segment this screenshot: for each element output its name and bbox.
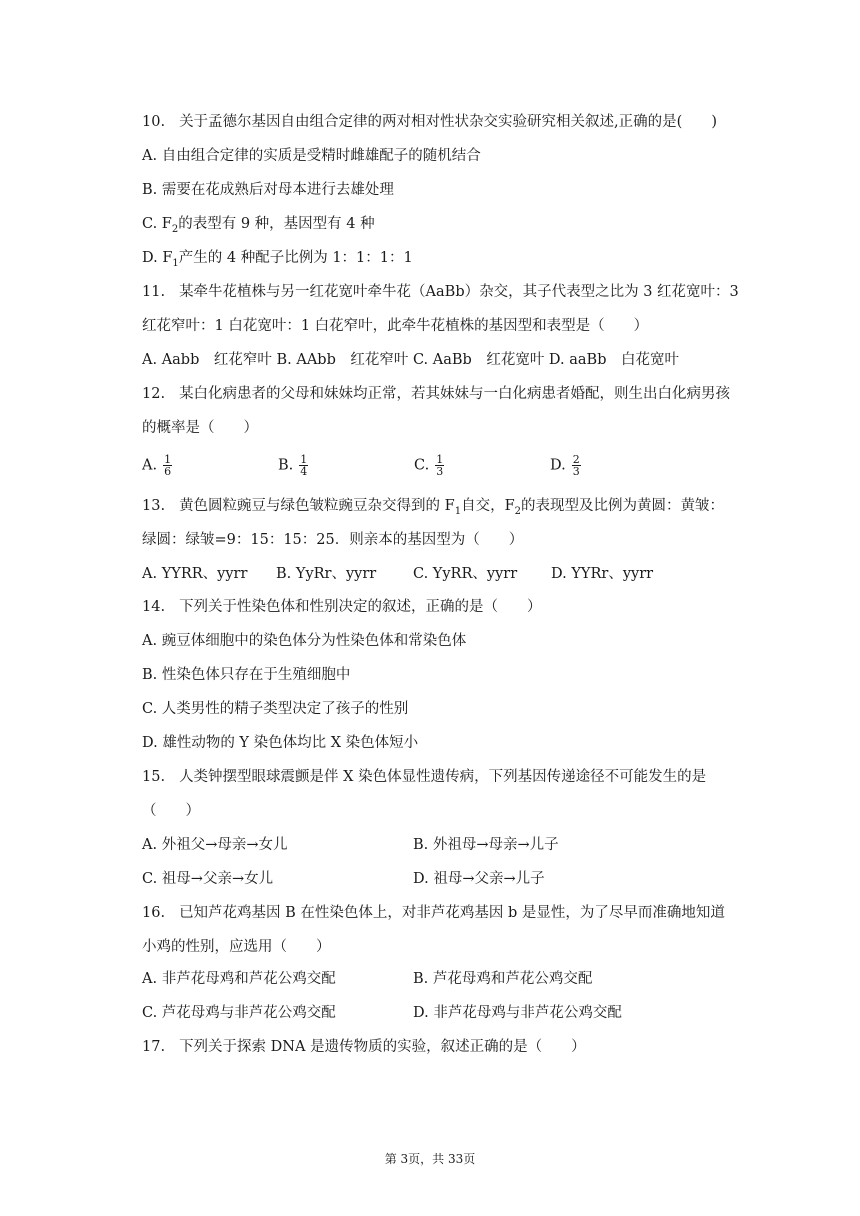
question-12-option-a: A. $\frac{1}{6}$ <box>142 453 172 478</box>
question-15-stem: 15. 人类钟摆型眼球震颤是伴 X 染色体显性遗传病，下列基因传递途径不可能发生的是 <box>142 769 707 785</box>
question-15-option-d: D. 祖母→父亲→儿子 <box>413 871 545 887</box>
question-10-option-d: D. $F_1$产生的 4 种配子比例为 1：1：1：1 <box>142 250 413 269</box>
question-12-option-c: C. $\frac{1}{3}$ <box>414 453 444 478</box>
question-10-stem: 10. 关于孟德尔基因自由组合定律的两对相对性状杂交实验研究相关叙述,正确的是( ) <box>142 114 717 130</box>
question-number: 12. <box>142 386 166 402</box>
question-number: 17. <box>142 1039 166 1055</box>
question-15-option-a: A. 外祖父→母亲→女儿 <box>142 837 288 853</box>
question-16-option-c: C. 芦花母鸡与非芦花公鸡交配 <box>142 1005 336 1021</box>
question-13-option-a: A. YYRR、yyrr <box>142 566 248 582</box>
question-14-option-c: C. 人类男性的精子类型决定了孩子的性别 <box>142 701 409 717</box>
question-16-option-b: B. 芦花母鸡和芦花公鸡交配 <box>413 971 593 987</box>
question-14-option-b: B. 性染色体只存在于生殖细胞中 <box>142 667 351 683</box>
question-number: 16. <box>142 905 166 921</box>
question-15-option-c: C. 祖母→父亲→女儿 <box>142 871 274 887</box>
question-13-stem-cont: 绿圆：绿皱=9：15：15：25．则亲本的基因型为（ ） <box>142 532 524 548</box>
question-14-option-d: D. 雄性动物的 Y 染色体均比 X 染色体短小 <box>142 735 419 751</box>
question-11-stem-cont: 红花窄叶：1 白花宽叶：1 白花窄叶，此牵牛花植株的基因型和表型是（ ） <box>142 318 649 334</box>
question-number: 10. <box>142 114 166 130</box>
fraction: $\frac{1}{4}$ <box>300 453 308 478</box>
fraction: $\frac{2}{3}$ <box>572 453 580 478</box>
fraction: $\frac{1}{3}$ <box>436 453 444 478</box>
question-14-option-a: A. 豌豆体细胞中的染色体分为性染色体和常染色体 <box>142 633 467 649</box>
question-number: 14. <box>142 599 166 615</box>
question-10-option-c: C. $F_2$的表型有 9 种，基因型有 4 种 <box>142 216 375 235</box>
question-11-options: A. Aabb 红花窄叶 B. AAbb 红花窄叶 C. AaBb 红花宽叶 D. aaBb 白花宽叶 <box>142 352 679 368</box>
question-16-option-a: A. 非芦花母鸡和芦花公鸡交配 <box>142 971 336 987</box>
question-10-option-b: B. 需要在花成熟后对母本进行去雄处理 <box>142 182 394 198</box>
question-13-option-b: B. YyRr、yyrr <box>276 566 377 582</box>
question-number: 11. <box>142 284 166 300</box>
question-16-stem: 16. 已知芦花鸡基因 B 在性染色体上，对非芦花鸡基因 b 是显性，为了尽早而准确地知道 <box>142 905 725 921</box>
page-footer: 第 3页，共 33页 <box>384 1152 476 1166</box>
question-14-stem: 14. 下列关于性染色体和性别决定的叙述，正确的是（ ） <box>142 599 542 615</box>
question-13-option-d: D. YYRr、yyrr <box>551 566 654 582</box>
question-13-option-c: C. YyRR、yyrr <box>413 566 518 582</box>
question-number: 13. <box>142 498 166 514</box>
question-number: 15. <box>142 769 166 785</box>
fraction: $\frac{1}{6}$ <box>164 453 172 478</box>
question-12-option-b: B. $\frac{1}{4}$ <box>278 453 308 478</box>
question-16-stem-cont: 小鸡的性别，应选用（ ） <box>142 939 331 955</box>
question-10-option-a: A. 自由组合定律的实质是受精时雌雄配子的随机结合 <box>142 148 481 164</box>
question-17-stem: 17. 下列关于探索 DNA 是遗传物质的实验，叙述正确的是（ ） <box>142 1039 586 1055</box>
question-13-stem: 13. 黄色圆粒豌豆与绿色皱粒豌豆杂交得到的 $F_1$自交，$F_2$的表现型及比例为黄圆：黄皱： <box>142 498 725 517</box>
question-12-stem-cont: 的概率是（ ） <box>142 420 258 436</box>
question-12-stem: 12. 某白化病患者的父母和妹妹均正常，若其妹妹与一白化病患者婚配，则生出白化病男孩 <box>142 386 731 402</box>
question-11-stem: 11. 某牵牛花植株与另一红花宽叶牵牛花（AaBb）杂交，其子代表型之比为 3 红花宽叶：3 <box>142 284 739 300</box>
question-15-stem-cont: （ ） <box>142 803 200 819</box>
question-12-option-d: D. $\frac{2}{3}$ <box>550 453 580 478</box>
question-15-option-b: B. 外祖母→母亲→儿子 <box>413 837 559 853</box>
question-16-option-d: D. 非芦花母鸡与非芦花公鸡交配 <box>413 1005 622 1021</box>
